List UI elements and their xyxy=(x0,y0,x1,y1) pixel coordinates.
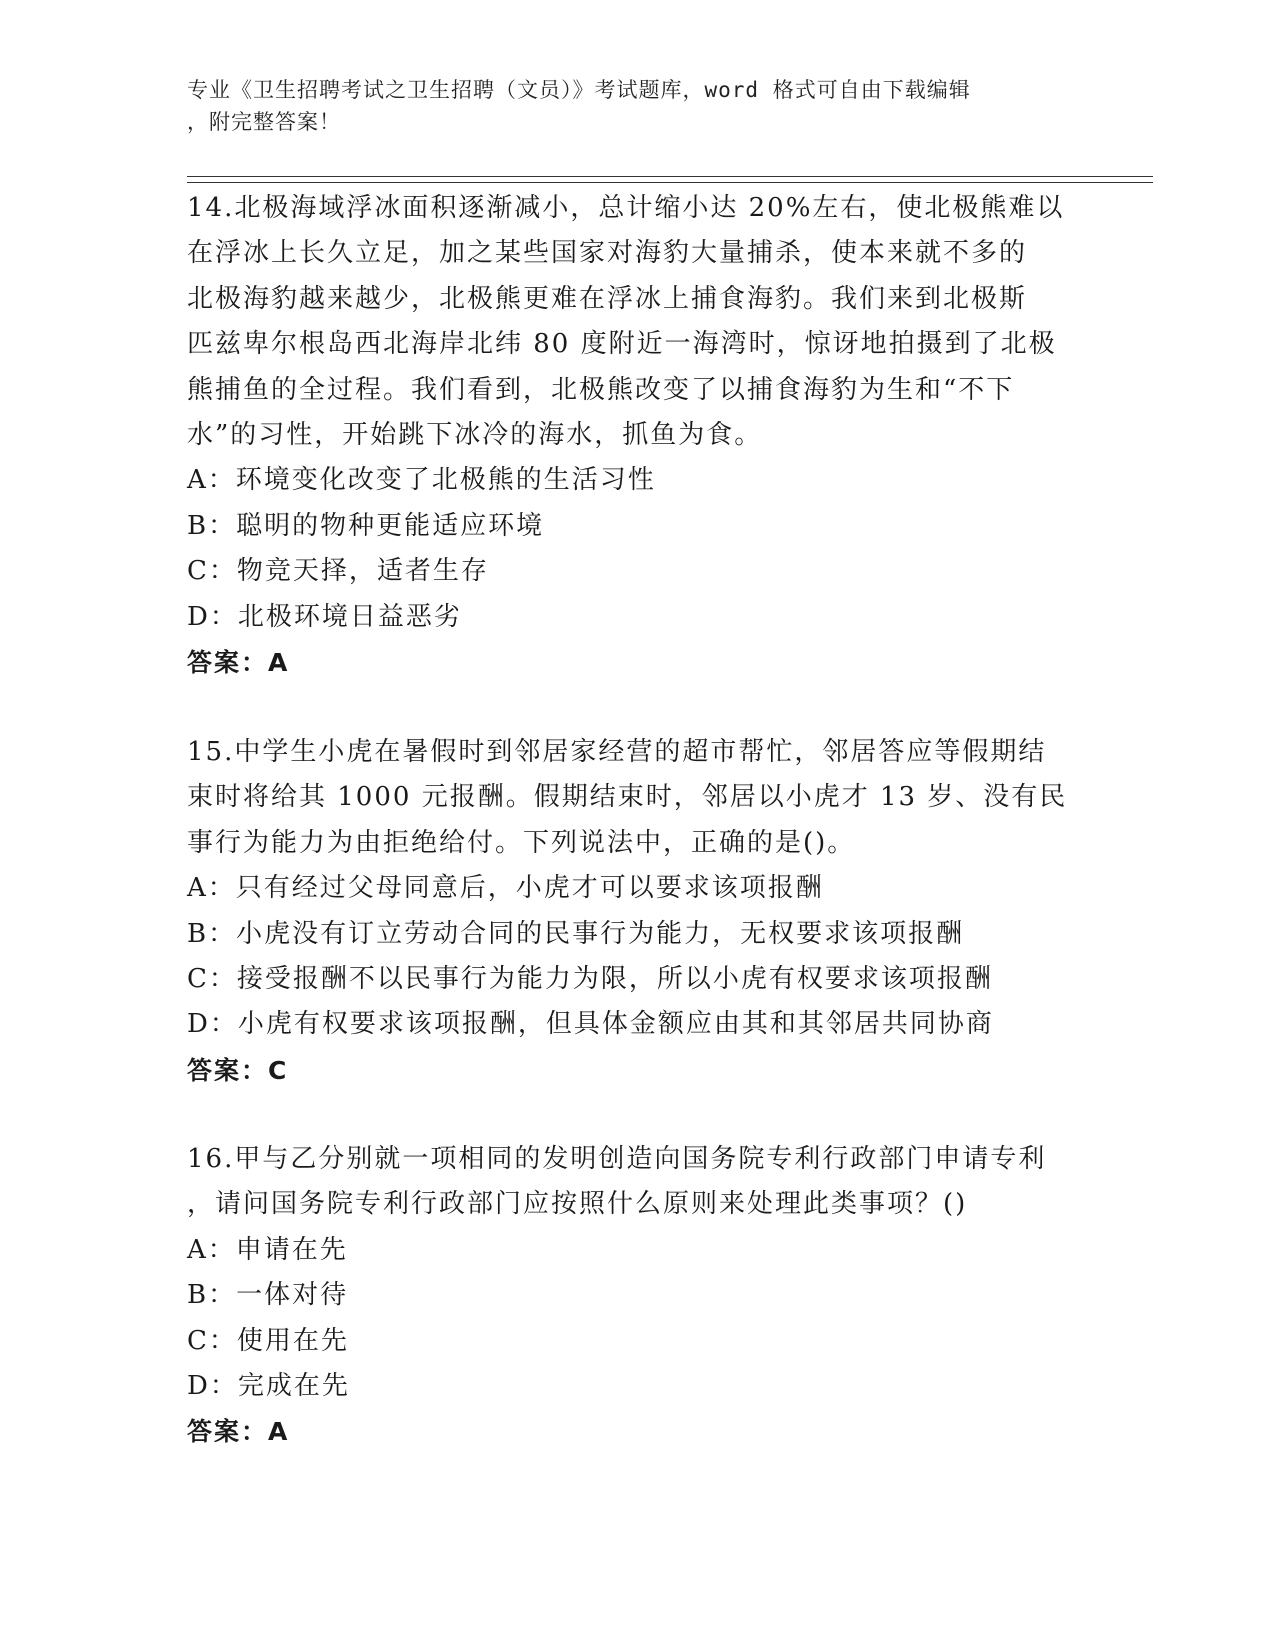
option-d: D：小虎有权要求该项报酬，但具体金额应由其和其邻居共同协商 xyxy=(187,1009,994,1040)
header-line-1: 专业《卫生招聘考试之卫生招聘（文员）》考试题库，word 格式可自由下载编辑 xyxy=(187,78,971,102)
option-a: A：申请在先 xyxy=(187,1234,348,1265)
question-14 xyxy=(187,186,1067,685)
option-b: B：小虎没有订立劳动合同的民事行为能力，无权要求该项报酬 xyxy=(187,918,965,949)
option-a: A：环境变化改变了北极熊的生活习性 xyxy=(187,465,656,496)
answer-label: 答案：C xyxy=(187,1055,289,1085)
answer-label: 答案：A xyxy=(187,1417,290,1447)
question-text-line: 北极海豹越来越少，北极熊更难在浮冰上捕食海豹。我们来到北极斯 xyxy=(187,283,1028,314)
option-a: A：只有经过父母同意后，小虎才可以要求该项报酬 xyxy=(187,873,824,904)
option-b: B：一体对待 xyxy=(187,1280,349,1311)
option-c: C：物竞天择，适者生存 xyxy=(187,556,489,587)
header-divider-bottom xyxy=(187,182,1153,183)
question-16 xyxy=(187,1137,1067,1455)
question-text-line: 16.甲与乙分别就一项相同的发明创造向国务院专利行政部门申请专利 xyxy=(187,1144,1047,1174)
question-text-line: 束时将给其 1000 元报酬。假期结束时，邻居以小虎才 13 岁、没有民 xyxy=(187,782,1068,813)
option-c: C：使用在先 xyxy=(187,1325,349,1356)
question-text-line: 熊捕鱼的全过程。我们看到，北极熊改变了以捕食海豹为生和“不下 xyxy=(187,374,1015,405)
question-text-line: ，请问国务院专利行政部门应按照什么原则来处理此类事项？() xyxy=(187,1189,968,1220)
question-text-line: 15.中学生小虎在暑假时到邻居家经营的超市帮忙，邻居答应等假期结 xyxy=(187,737,1047,767)
question-text-line: 14.北极海域浮冰面积逐渐减小，总计缩小达 20%左右，使北极熊难以 xyxy=(187,193,1065,223)
answer-label: 答案：A xyxy=(187,648,290,678)
option-d: D：完成在先 xyxy=(187,1371,350,1402)
header-divider-top xyxy=(187,176,1153,177)
document-header xyxy=(187,74,1077,138)
question-text-line: 匹兹卑尔根岛西北海岸北纬 80 度附近一海湾时，惊讶地拍摄到了北极 xyxy=(187,329,1057,360)
question-15 xyxy=(187,730,1067,1093)
option-c: C：接受报酬不以民事行为能力为限，所以小虎有权要求该项报酬 xyxy=(187,964,993,995)
option-b: B：聪明的物种更能适应环境 xyxy=(187,510,545,541)
question-text-line: 在浮冰上长久立足，加之某些国家对海豹大量捕杀，使本来就不多的 xyxy=(187,238,1028,269)
question-text-line: 水”的习性，开始跳下冰冷的海水，抓鱼为食。 xyxy=(187,420,763,451)
question-text-line: 事行为能力为由拒绝给付。下列说法中，正确的是()。 xyxy=(187,827,856,858)
option-d: D：北极环境日益恶劣 xyxy=(187,601,462,632)
header-line-2: ，附完整答案！ xyxy=(187,110,341,134)
